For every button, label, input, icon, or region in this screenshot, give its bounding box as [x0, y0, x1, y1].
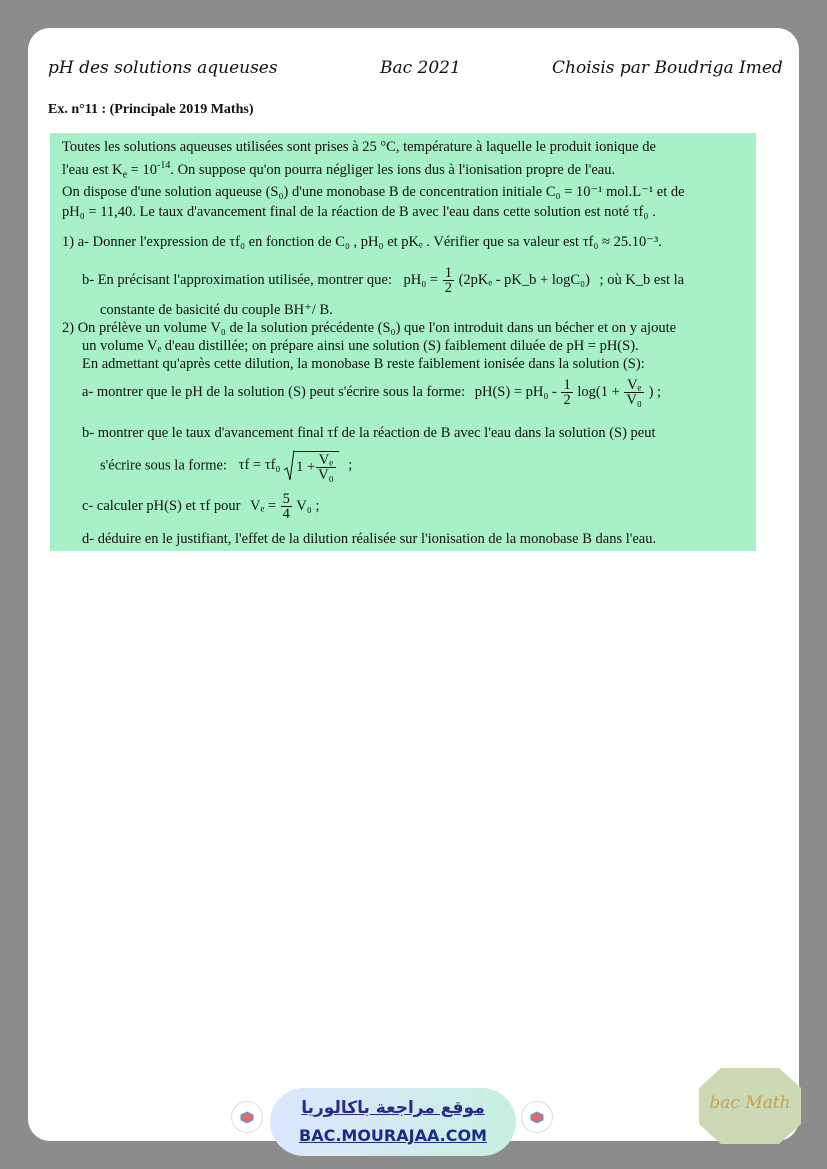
question-1b-continued: constante de basicité du couple BH⁺/ B.	[100, 302, 333, 318]
header-author: Choisis par Boudriga Imed	[552, 58, 783, 78]
question-2-line-3: En admettant qu'après cette dilution, la monobase B reste faiblement ionisée dans la solution (S):	[82, 356, 645, 372]
header-topic: pH des solutions aqueuses	[48, 58, 278, 78]
footer-logo-left	[232, 1102, 262, 1132]
header-exam: Bac 2021	[380, 58, 461, 78]
intro-line-2: l'eau est $K_e = 10^{-14}$. On suppose qu'on pourra négliger les ions dus à l'ionisation propre de l'eau.	[62, 160, 616, 181]
solution-line-1: On dispose d'une solution aqueuse (S₀) d'une monobase B de concentration initiale C₀ = 10⁻¹ mol.L⁻¹ et de	[62, 184, 685, 200]
footer-site-link[interactable]: BAC.MOURAJAA.COM	[299, 1126, 487, 1145]
solution-line-2: pH₀ = 11,40. Le taux d'avancement final de la réaction de B avec l'eau dans cette solution est noté τf₀ .	[62, 204, 656, 220]
question-2-line-2: un volume Vₑ d'eau distillée; on prépare ainsi une solution (S) faiblement diluée de pH = pH(S).	[82, 338, 639, 354]
bac-math-badge-text: bac Math	[709, 1093, 791, 1113]
question-1b: b- En précisant l'approximation utilisée, montrer que: pH₀ = $\frac{1}{2}$ (2pKₑ - pK_b + logC₀) ; où K_b est la	[82, 265, 685, 296]
question-2-line-1: 2) On prélève un volume V₀ de la solution précédente (S₀) que l'on introduit dans un bécher et on y ajoute	[62, 320, 677, 336]
question-1a: 1) a- Donner l'expression de τf₀ en fonction de C₀ , pH₀ et pKₑ . Vérifier que sa valeur est τf₀ ≈ 25.10⁻³.	[62, 234, 662, 250]
fraction-ve-v0: $\frac{\text{Vₑ}}{\text{V₀}}$	[626, 377, 642, 408]
question-2c: c- calculer pH(S) et τf pour Vₑ = $\frac{5}{4}$ V₀ ;	[82, 491, 320, 522]
intro-line-1: Toutes les solutions aqueuses utilisées sont prises à 25 °C, température à laquelle le produit ionique de	[62, 139, 656, 155]
question-2a: a- montrer que le pH de la solution (S) peut s'écrire sous la forme: pH(S) = pH₀ - $\frac{1}{2}$ log(1 + $\frac{\text{Vₑ}}{\text{V₀}}$ ) ;	[82, 377, 662, 408]
fraction-five-quarters: $\frac{5}{4}$	[282, 491, 290, 522]
fraction-half: $\frac{1}{2}$	[444, 265, 452, 296]
exercise-title: Ex. n°11 : (Principale 2019 Maths)	[48, 102, 254, 117]
question-2b-line-1: b- montrer que le taux d'avancement final τf de la réaction de B avec l'eau dans la solution (S) peut	[82, 425, 656, 441]
footer-logo-right	[522, 1102, 552, 1132]
fraction-ve-v0-2b: $\frac{\text{Vₑ}}{\text{V₀}}$	[318, 451, 334, 483]
footer-site-banner[interactable]	[270, 1088, 516, 1156]
square-root: 1 + $\frac{\text{Vₑ}}{\text{V₀}}$	[284, 450, 339, 482]
fraction-half-2a: $\frac{1}{2}$	[563, 377, 571, 408]
question-2b-line-2: s'écrire sous la forme: τf = τf₀ 1 + $\frac{\text{Vₑ}}{\text{V₀}}$ ;	[100, 451, 353, 483]
footer-arabic-title[interactable]: موقع مراجعة باكالوريا	[301, 1098, 485, 1118]
question-2d: d- déduire en le justifiant, l'effet de la dilution réalisée sur l'ionisation de la monobase B dans l'eau.	[82, 531, 657, 547]
